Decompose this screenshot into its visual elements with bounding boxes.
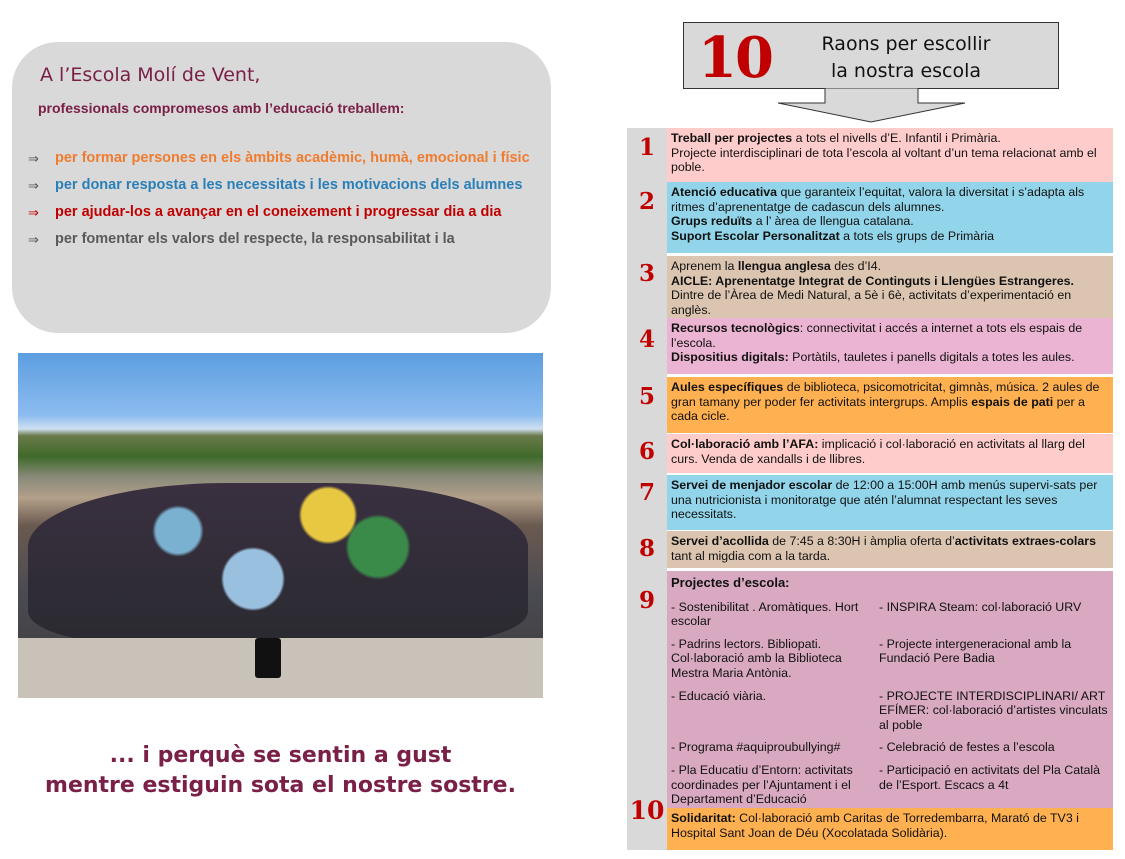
reason-detail: Projecte interdisciplinari de tota l’escola al voltant d’un tema relacionat amb el poble. bbox=[671, 145, 1097, 175]
crowd-of-students bbox=[28, 483, 528, 643]
arrow-icon: ⇒ bbox=[28, 232, 39, 247]
project-item: - Sostenibilitat . Aromàtiques. Hort escolar bbox=[671, 599, 859, 629]
reason-highlight: Treball per projectes bbox=[671, 131, 793, 145]
solidarity-label: Solidaritat: bbox=[671, 811, 736, 825]
arrow-icon: ⇒ bbox=[28, 151, 39, 166]
reason-detail: de 7:45 a 8:30H i àmplia oferta d’ bbox=[768, 534, 955, 548]
reason-number: 2 bbox=[638, 188, 655, 215]
solidarity-text bbox=[667, 808, 1113, 850]
project-item: - Educació viària. bbox=[671, 688, 767, 703]
commitment-item bbox=[28, 204, 543, 221]
reason-text bbox=[667, 475, 1113, 530]
reason-highlight: Dispositius digitals: bbox=[671, 350, 789, 365]
reason-highlight: Col·laboració amb l’AFA: bbox=[671, 437, 819, 451]
commitment-text: per formar persones en els àmbits acadèmic, humà, emocional i físic bbox=[55, 150, 530, 166]
header-title bbox=[796, 31, 1016, 85]
reason-row bbox=[627, 475, 1113, 530]
reason-detail: a tots el nivells d’E. Infantil i Primària. bbox=[792, 131, 1001, 145]
reason-detail: a l’ àrea de llengua catalana. bbox=[752, 214, 914, 229]
commitment-item bbox=[28, 231, 543, 248]
reason-detail: des d’I4. bbox=[830, 259, 882, 273]
project-item: - Projecte intergeneracional amb la Fundació Pere Badia bbox=[879, 636, 1072, 666]
reason-highlight: Suport Escolar Personalitzat bbox=[671, 228, 840, 243]
reason-highlight: Servei d’acollida bbox=[671, 534, 769, 548]
reason-row bbox=[627, 531, 1113, 568]
closing-line-1: ... i perquè se sentin a gust bbox=[109, 743, 452, 768]
reason-text bbox=[667, 128, 1113, 182]
project-item: - Pla Educatiu d’Entorn: activitats coordinades per l’Ajuntament i el Departament d’Educació bbox=[671, 762, 853, 807]
reason-number: 1 bbox=[638, 134, 655, 161]
header-line-1: Raons per escollir bbox=[821, 33, 991, 55]
commitment-item bbox=[28, 150, 543, 167]
reason-detail: : connectivitat i accés a internet a tots els espais de l’escola. bbox=[671, 321, 1083, 350]
solidarity-row bbox=[627, 796, 1113, 850]
project-item: - Celebració de festes a l’escola bbox=[879, 740, 1055, 755]
project-item: - PROJECTE INTERDISCIPLINARI/ ART EFÍMER: col·laboració d’artistes vinculats al poble bbox=[879, 688, 1108, 732]
reason-text bbox=[667, 318, 1113, 374]
intro-title: A l’Escola Molí de Vent, bbox=[40, 64, 261, 86]
project-item: - Padrins lectors. Bibliopati. Col·laboració amb la Biblioteca Mestra Maria Antònia. bbox=[671, 636, 842, 680]
reason-text bbox=[667, 434, 1113, 473]
reason-highlight: Atenció educativa bbox=[671, 185, 778, 199]
reason-number: 3 bbox=[638, 260, 655, 287]
projects-row bbox=[627, 571, 1113, 808]
reason-text bbox=[667, 256, 1113, 318]
reason-detail: Dintre de l’Àrea de Medi Natural, a 5è i 6è, activitats d’experimentació en anglès. bbox=[671, 288, 1072, 317]
reason-number: 4 bbox=[638, 326, 655, 353]
commitment-list bbox=[28, 150, 543, 258]
reason-detail: Portàtils, tauletes i panells digitals a totes les aules. bbox=[788, 350, 1075, 365]
reason-detail: de biblioteca, psicomotricitat, gimnàs, música. 2 aules de gran tamany per poder fer activitats intergrups. Amplis bbox=[671, 380, 1100, 409]
reason-highlight: espais de pati bbox=[971, 394, 1054, 409]
reason-row bbox=[627, 128, 1113, 182]
reason-number: 10 bbox=[629, 796, 665, 825]
reason-highlight: AICLE: Aprenentatge Integrat de Continguts i Llengües Estrangeres. bbox=[671, 273, 1074, 288]
reason-number: 8 bbox=[638, 535, 655, 562]
reason-row bbox=[627, 377, 1113, 433]
header-line-2: la nostra escola bbox=[830, 60, 982, 82]
reason-row bbox=[627, 434, 1113, 473]
reason-detail: que garanteix l’equitat, valora la diversitat i s’adapta als ritmes d’aprenentatge de cadascun dels alumnes. bbox=[671, 185, 1085, 214]
school-group-photo bbox=[18, 353, 543, 698]
project-item: - Participació en activitats del Pla Català de l’Esport. Escacs a 4t bbox=[879, 762, 1101, 792]
reason-detail: a tots els grups de Primària bbox=[839, 228, 994, 243]
reason-number: 7 bbox=[638, 479, 655, 506]
projects-title: Projectes d’escola: bbox=[671, 575, 790, 590]
header-number: 10 bbox=[698, 25, 772, 91]
arrow-icon: ⇒ bbox=[28, 178, 39, 193]
reason-detail: per a cada cicle. bbox=[671, 394, 1085, 424]
intro-panel bbox=[12, 42, 551, 333]
projects-body bbox=[667, 571, 1113, 808]
speaker bbox=[255, 638, 281, 678]
reason-highlight: Aules específiques bbox=[671, 380, 784, 394]
reason-text bbox=[667, 377, 1113, 433]
reason-highlight: llengua anglesa bbox=[737, 259, 831, 273]
reason-row bbox=[627, 256, 1113, 318]
reasons-header bbox=[683, 22, 1059, 89]
reason-highlight: activitats extraes-colars bbox=[954, 534, 1096, 548]
reason-row bbox=[627, 318, 1113, 374]
reason-number: 6 bbox=[638, 438, 655, 465]
reason-row bbox=[627, 182, 1113, 253]
project-item: - Programa #aquiproubullying# bbox=[671, 740, 841, 755]
commitment-item bbox=[28, 177, 543, 194]
reason-text bbox=[667, 531, 1113, 568]
intro-subtitle: professionals compromesos amb l’educació treballem: bbox=[38, 100, 405, 116]
reason-number: 5 bbox=[638, 383, 655, 410]
reason-detail: implicació i col·laboració en activitats al llarg del curs. Venda de xandalls i de llibres. bbox=[671, 437, 1085, 466]
commitment-text: per fomentar els valors del respecte, la responsabilitat i la bbox=[55, 231, 455, 247]
reason-detail: Aprenem la bbox=[671, 259, 738, 273]
commitment-text: per ajudar-los a avançar en el coneixement i progressar dia a dia bbox=[55, 204, 502, 220]
reason-highlight: Recursos tecnològics bbox=[671, 321, 800, 335]
reason-text bbox=[667, 182, 1113, 253]
down-arrow-icon bbox=[778, 88, 968, 124]
project-item: - INSPIRA Steam: col·laboració URV bbox=[879, 599, 1082, 614]
reason-highlight: Servei de menjador escolar bbox=[671, 478, 833, 492]
reason-detail: tant al migdia com a la tarda. bbox=[671, 548, 831, 563]
reason-detail: de 12:00 a 15:00H amb menús supervi-sats per una nutricionista i monitoratge que atén l’alumnat respectant les seves necessitats. bbox=[671, 478, 1098, 522]
reason-number: 9 bbox=[638, 587, 655, 614]
arrow-icon: ⇒ bbox=[28, 205, 39, 220]
closing-line-2: mentre estiguin sota el nostre sostre. bbox=[45, 773, 516, 798]
reason-highlight: Grups reduïts bbox=[671, 214, 753, 229]
commitment-text: per donar resposta a les necessitats i les motivacions dels alumnes bbox=[55, 177, 523, 193]
solidarity-detail: Col·laboració amb Caritas de Torredembarra, Marató de TV3 i Hospital Sant Joan de Déu (Xocolatada Solidària). bbox=[671, 811, 1079, 840]
